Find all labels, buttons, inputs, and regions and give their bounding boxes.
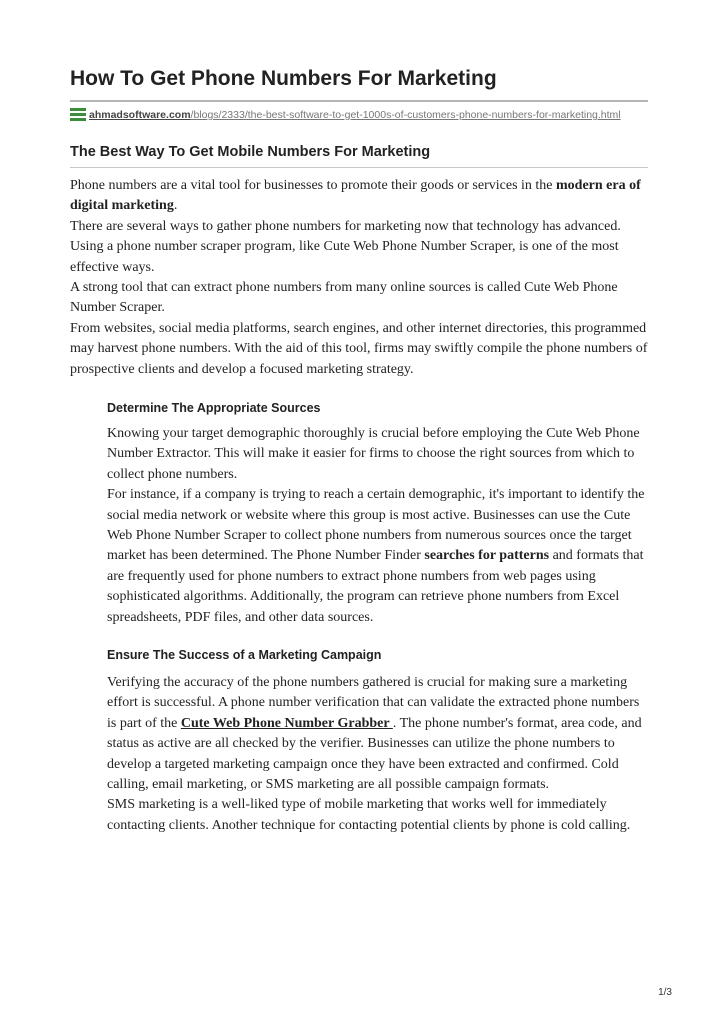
paragraph (70, 176, 650, 217)
text-run: . The phone number's format, area code, and status as active are all checked by the verifier. Businesses can utilize the phone numbers to develop a targeted marketing campaign once they have been extracted and confirmed. Cold calling, email marketing, or SMS marketing are all possible campaign formats. (107, 715, 642, 793)
subheading-success: Ensure The Success of a Marketing Campaign (107, 648, 382, 662)
bold-text: modern era of digital marketing (70, 178, 641, 214)
paragraph: Knowing your target demographic thoroughly is crucial before employing the Cute Web Phone Number Extractor. This will make it easier for firms to choose the right sources from which to collect phone numbers. (107, 426, 640, 482)
page-number: 1/3 (658, 987, 672, 998)
source-path[interactable]: /blogs/2333/the-best-software-to-get-1000s-of-customers-phone-numbers-for-marketing.html (190, 109, 621, 121)
intro-text (70, 176, 650, 380)
paragraph: A strong tool that can extract phone numbers from many online sources is called Cute Web Phone Number Scraper. (70, 280, 618, 316)
paragraph: From websites, social media platforms, search engines, and other internet directories, this programmed may harvest phone numbers. With the aid of this tool, firms may swiftly compile the phone numbers of prospective clients and develop a focused marketing strategy. (70, 320, 648, 377)
text-run: and formats that are frequently used for phone numbers to extract phone numbers from web pages using sophisticated algorithms. Additionally, the program can retrieve phone numbers from Excel spreadsheets, PDF files, and other data sources. (107, 548, 644, 625)
text-run: For instance, if a company is trying to reach a certain demographic, it's important to identify the social media network or website where this group is most active. Businesses can use the Cute Web Phone Number Scraper to collect phone numbers from numerous sources once the target market has been determined. The Phone Number Finder (107, 487, 645, 564)
paragraph (107, 485, 652, 628)
page-title: How To Get Phone Numbers For Marketing (70, 67, 497, 90)
paragraph (107, 673, 652, 795)
document-icon (70, 108, 86, 122)
paragraph: SMS marketing is a well-liked type of mobile marketing that works well for immediately contacting clients. Another technique for contacting potential clients by phone is cold calling. (107, 797, 631, 833)
text-run: Verifying the accuracy of the phone numbers gathered is crucial for making sure a marketing effort is successful. A phone number verification that can validate the extracted phone numbers is part of the (107, 675, 640, 731)
title-divider (70, 100, 648, 102)
text-run: Phone numbers are a vital tool for businesses to promote their goods or services in the (70, 178, 557, 193)
section-divider (70, 167, 648, 168)
source-domain[interactable]: ahmadsoftware.com (89, 109, 191, 121)
product-link[interactable]: Cute Web Phone Number Grabber (180, 715, 393, 731)
subheading-sources: Determine The Appropriate Sources (107, 401, 321, 415)
sources-text (107, 424, 652, 628)
source-link[interactable] (70, 106, 621, 124)
section-heading: The Best Way To Get Mobile Numbers For Marketing (70, 144, 431, 160)
paragraph: There are several ways to gather phone numbers for marketing now that technology has advanced. Using a phone number scraper program, like Cute Web Phone Number Scraper, is one of the most effective ways. (70, 218, 621, 275)
success-text (107, 673, 652, 836)
text-run: . (173, 198, 178, 214)
bold-text: searches for patterns (424, 548, 550, 564)
